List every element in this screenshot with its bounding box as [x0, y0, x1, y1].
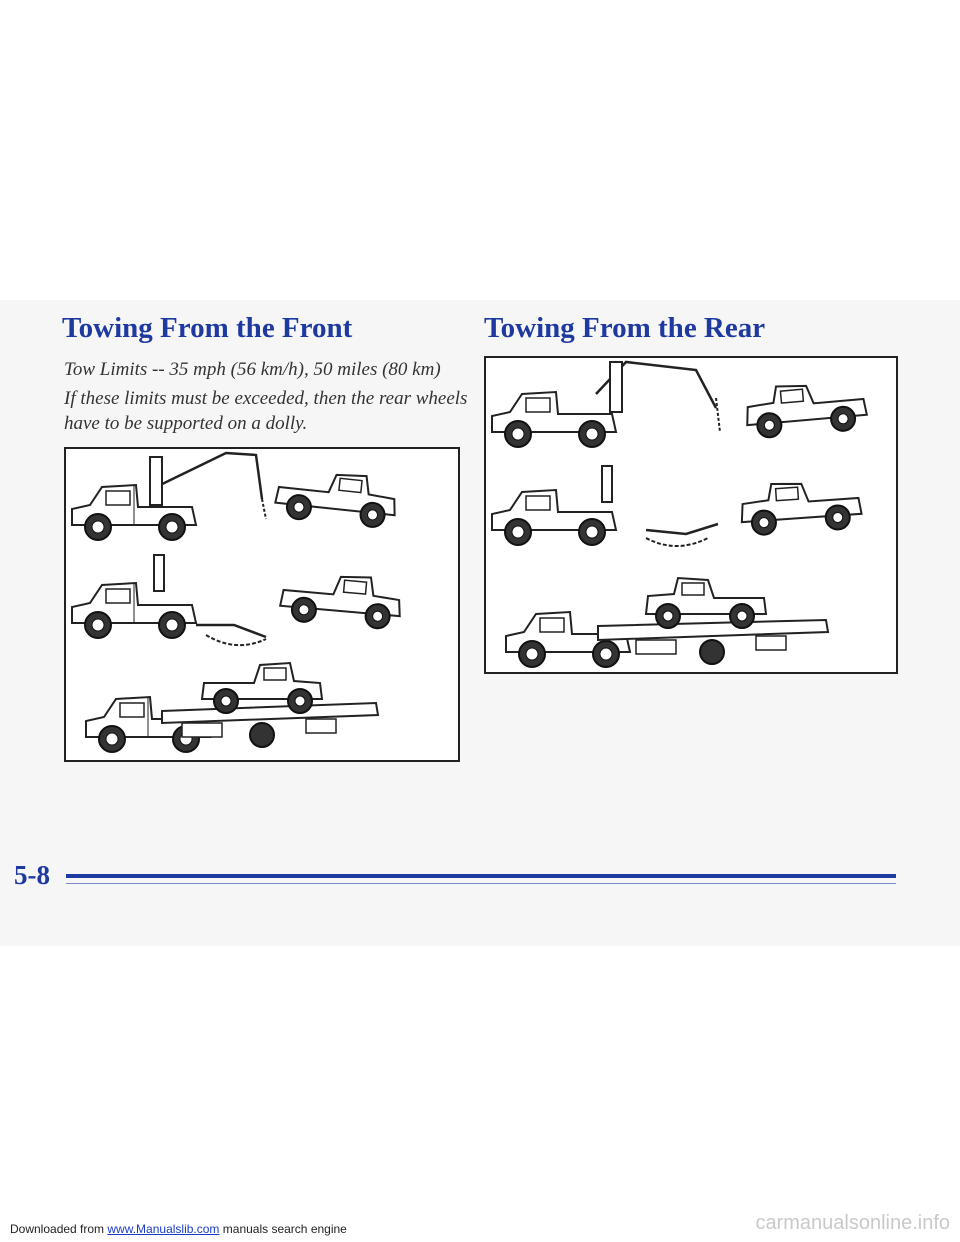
rear-wheel-lift-scene — [492, 466, 863, 546]
front-towing-heading: Towing From the Front — [62, 312, 353, 344]
footer-rule-thin — [66, 883, 896, 884]
download-footer — [10, 1222, 347, 1236]
wheel-lift-scene — [72, 555, 403, 645]
front-towing-illustration — [64, 447, 460, 762]
page-number: 5-8 — [14, 860, 50, 890]
footer-rule — [66, 874, 896, 878]
tow-limits-text: Tow Limits -- 35 mph (56 km/h), 50 miles (80 km) — [64, 359, 441, 380]
dolly-note-line-2: have to be supported on a dolly. — [64, 413, 308, 434]
flatbed-scene — [86, 663, 378, 752]
sling-tow-scene — [72, 453, 398, 540]
front-towing-drawing — [66, 449, 458, 760]
rear-towing-drawing — [486, 358, 896, 672]
rear-flatbed-scene — [506, 578, 828, 667]
footer-prefix: Downloaded from — [10, 1222, 108, 1236]
footer-suffix: manuals search engine — [219, 1222, 347, 1236]
rear-sling-tow-scene — [492, 362, 868, 447]
rear-towing-heading: Towing From the Rear — [484, 312, 766, 344]
watermark: carmanualsonline.info — [755, 1212, 950, 1234]
rear-towing-illustration — [484, 356, 898, 674]
dolly-note-line-1: If these limits must be exceeded, then the rear wheels — [64, 388, 468, 409]
manualslib-link[interactable]: www.Manualslib.com — [107, 1222, 220, 1236]
